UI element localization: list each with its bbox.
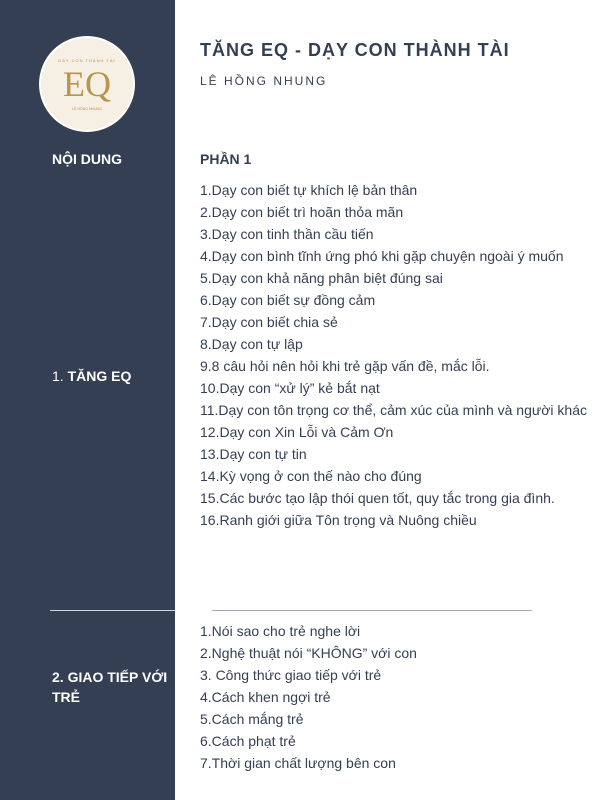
section-divider xyxy=(212,610,532,611)
list-item: 3.Dạy con tinh thần cầu tiến xyxy=(200,226,374,242)
section-1-label: TĂNG EQ xyxy=(67,368,132,384)
logo-subtext: LÊ HỒNG NHUNG xyxy=(72,107,102,111)
list-item: 6.Dạy con biết sự đồng cảm xyxy=(200,292,376,308)
page-title: TĂNG EQ - DẠY CON THÀNH TÀI xyxy=(200,40,510,60)
list-item: 12.Dạy con Xin Lỗi và Cảm Ơn xyxy=(200,424,394,440)
list-item: 1.Nói sao cho trẻ nghe lời xyxy=(200,623,361,639)
list-item: 4.Dạy con bình tĩnh ứng phó khi gặp chuyện ngoài ý muốn xyxy=(200,248,564,264)
author-name: LÊ HỒNG NHUNG xyxy=(200,74,328,88)
list-item: 14.Kỳ vọng ở con thế nào cho đúng xyxy=(200,468,422,484)
logo-tagline: DẠY CON THÀNH TÀI xyxy=(58,58,116,63)
list-item: 15.Các bước tạo lập thói quen tốt, quy tắc trong gia đình. xyxy=(200,490,555,506)
list-item: 6.Cách phạt trẻ xyxy=(200,733,296,749)
sidebar-section-2: 2. GIAO TIẾP VỚI TRẺ xyxy=(52,669,168,705)
list-item: 3. Công thức giao tiếp với trẻ xyxy=(200,667,382,683)
sidebar-divider xyxy=(50,610,175,611)
list-item: 11.Dạy con tôn trọng cơ thể, cảm xúc của mình và người khác xyxy=(200,402,587,418)
list-item: 7.Dạy con biết chia sẻ xyxy=(200,314,338,330)
part-1-heading: PHẦN 1 xyxy=(200,151,252,167)
list-item: 8.Dạy con tự lập xyxy=(200,336,303,352)
eq-logo xyxy=(39,36,135,132)
sidebar-section-1 xyxy=(52,368,131,384)
list-item: 16.Ranh giới giữa Tôn trọng và Nuông chiều xyxy=(200,512,477,528)
list-item: 5.Dạy con khả năng phân biệt đúng sai xyxy=(200,270,443,286)
list-item: 4.Cách khen ngợi trẻ xyxy=(200,689,331,705)
section-1-number: 1. xyxy=(52,368,64,384)
list-item: 2.Nghệ thuật nói “KHÔNG” với con xyxy=(200,645,417,661)
sidebar xyxy=(0,0,175,800)
list-item: 9.8 câu hỏi nên hỏi khi trẻ gặp vấn đề, mắc lỗi. xyxy=(200,358,490,374)
list-item: 7.Thời gian chất lượng bên con xyxy=(200,755,396,771)
list-item: 10.Dạy con “xử lý” kẻ bắt nạt xyxy=(200,380,380,396)
sidebar-heading: NỘI DUNG xyxy=(52,151,122,167)
logo-mark: EQ xyxy=(63,64,111,104)
list-item: 1.Dạy con biết tự khích lệ bản thân xyxy=(200,182,418,198)
list-item: 5.Cách mắng trẻ xyxy=(200,711,304,727)
part-1-list xyxy=(200,179,590,531)
part-2-list xyxy=(200,620,590,774)
list-item: 13.Dạy con tự tin xyxy=(200,446,307,462)
list-item: 2.Dạy con biết trì hoãn thỏa mãn xyxy=(200,204,404,220)
